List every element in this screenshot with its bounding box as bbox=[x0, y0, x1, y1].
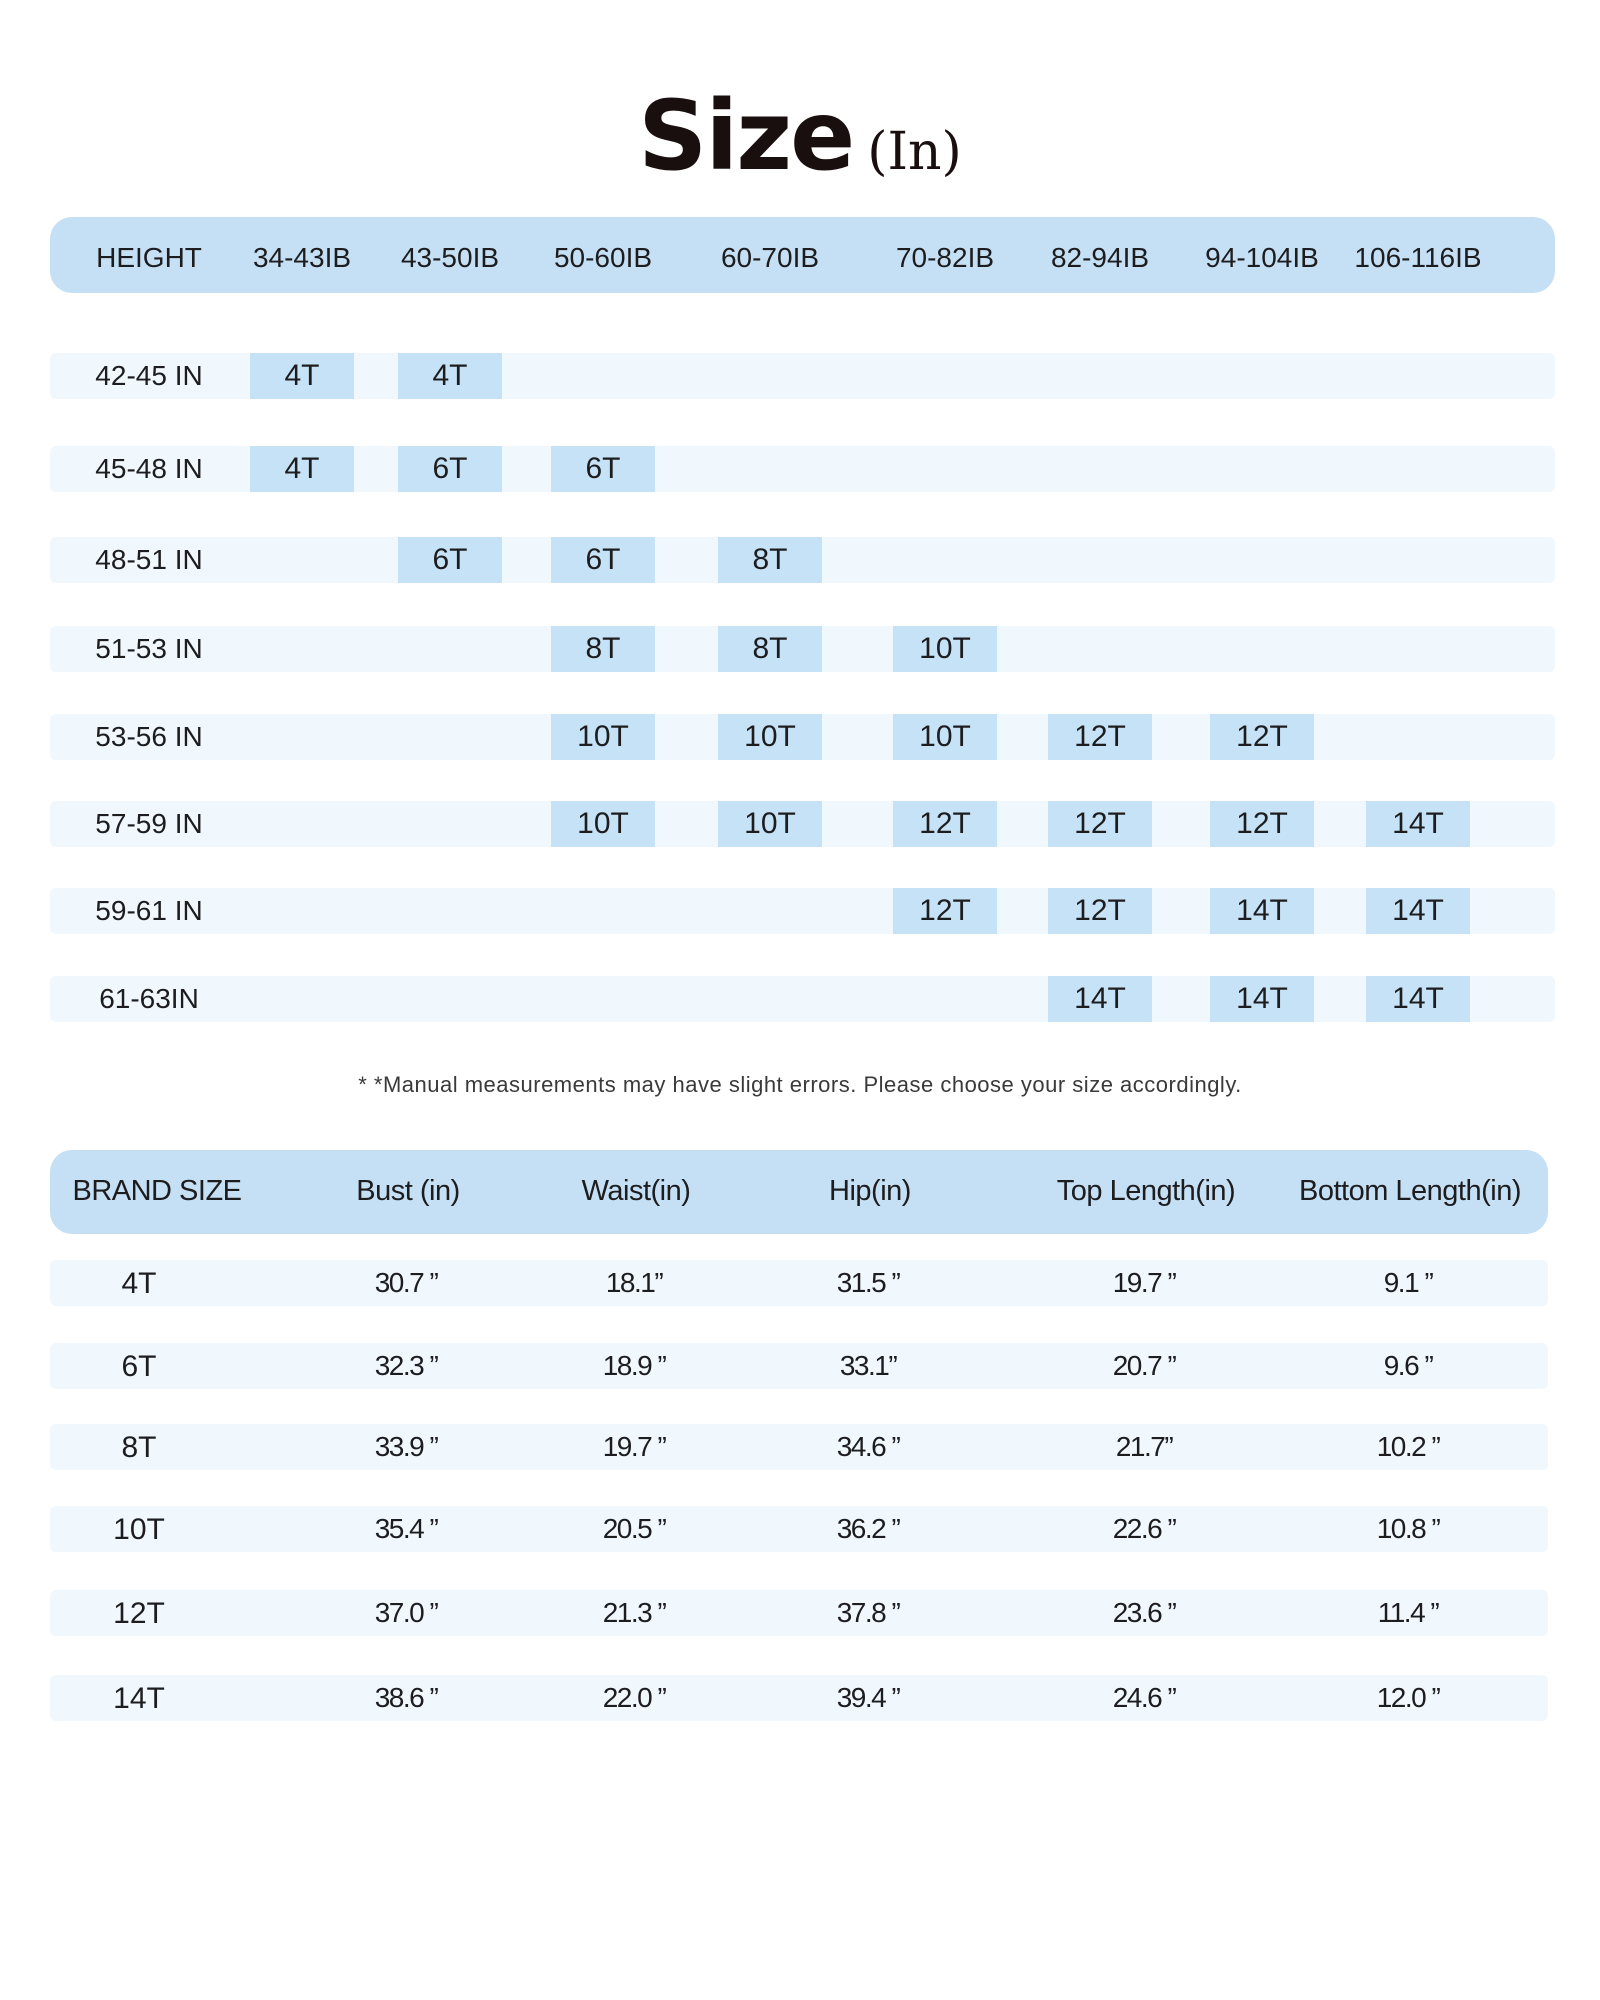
measurement-value: 19.7 ” bbox=[1112, 1267, 1176, 1298]
size-cell: 12T bbox=[1210, 801, 1314, 847]
row-height-label: 61-63IN bbox=[99, 983, 199, 1014]
measurement-value: 21.7” bbox=[1115, 1431, 1173, 1462]
size-cell: 12T bbox=[1210, 714, 1314, 760]
header-weight-column: 70-82IB bbox=[895, 242, 995, 273]
measurement-value: 18.9 ” bbox=[602, 1350, 666, 1381]
measurement-value: 9.1 ” bbox=[1383, 1267, 1433, 1298]
measurement-brand-size: 10T bbox=[113, 1513, 165, 1546]
measurement-value: 38.6 ” bbox=[374, 1682, 438, 1713]
measurement-brand-size: 4T bbox=[121, 1267, 157, 1300]
measurement-row bbox=[50, 1590, 1548, 1636]
row-height-label: 53-56 IN bbox=[95, 721, 203, 752]
size-cell: 4T bbox=[250, 353, 354, 399]
size-cell: 12T bbox=[1048, 801, 1152, 847]
measurement-value: 23.6 ” bbox=[1112, 1597, 1176, 1628]
size-cell: 6T bbox=[551, 537, 655, 583]
measurement-brand-size: 12T bbox=[113, 1597, 165, 1630]
header-weight-column: 94-104IB bbox=[1205, 242, 1319, 273]
size-cell: 8T bbox=[718, 537, 822, 583]
size-cell: 8T bbox=[551, 626, 655, 672]
size-row bbox=[50, 888, 1555, 934]
header-weight-column: 82-94IB bbox=[1050, 242, 1150, 273]
size-cell: 10T bbox=[551, 801, 655, 847]
header-weight-column: 60-70IB bbox=[720, 242, 820, 273]
title-main: Size bbox=[638, 80, 854, 192]
size-cell: 12T bbox=[893, 801, 997, 847]
size-cell: 4T bbox=[250, 446, 354, 492]
header-weight-column: 34-43IB bbox=[252, 242, 352, 273]
measurement-value: 32.3 ” bbox=[374, 1350, 438, 1381]
measurement-value: 10.2 ” bbox=[1376, 1431, 1440, 1462]
size-cell: 6T bbox=[398, 446, 502, 492]
measurement-row bbox=[50, 1675, 1548, 1721]
row-height-label: 57-59 IN bbox=[95, 808, 203, 839]
measurement-brand-size: 6T bbox=[121, 1350, 157, 1383]
measurements-header-cell: Bust (in) bbox=[356, 1175, 460, 1207]
measurement-value: 11.4 ” bbox=[1377, 1597, 1439, 1628]
measurement-value: 35.4 ” bbox=[374, 1513, 438, 1544]
size-cell: 14T bbox=[1366, 801, 1470, 847]
measurements-header-cell: Waist(in) bbox=[581, 1175, 691, 1207]
measurement-row bbox=[50, 1260, 1548, 1306]
header-weight-column: 106-116IB bbox=[1354, 242, 1482, 273]
measurement-row bbox=[50, 1506, 1548, 1552]
measurement-value: 22.0 ” bbox=[602, 1682, 666, 1713]
size-cell: 10T bbox=[893, 626, 997, 672]
measurement-value: 10.8 ” bbox=[1376, 1513, 1440, 1544]
size-cell: 6T bbox=[551, 446, 655, 492]
size-cell: 14T bbox=[1366, 888, 1470, 934]
page-title bbox=[0, 80, 1600, 192]
size-cell: 6T bbox=[398, 537, 502, 583]
size-cell: 4T bbox=[398, 353, 502, 399]
row-height-label: 51-53 IN bbox=[95, 633, 203, 664]
size-cell: 14T bbox=[1048, 976, 1152, 1022]
size-cell: 12T bbox=[893, 888, 997, 934]
measurement-brand-size: 14T bbox=[113, 1682, 165, 1715]
measurement-value: 24.6 ” bbox=[1112, 1682, 1176, 1713]
measurement-value: 9.6 ” bbox=[1383, 1350, 1433, 1381]
measurement-brand-size: 8T bbox=[121, 1431, 157, 1464]
measurements-header-cell: Hip(in) bbox=[829, 1175, 911, 1207]
size-cell: 14T bbox=[1210, 976, 1314, 1022]
measurement-value: 22.6 ” bbox=[1112, 1513, 1176, 1544]
size-cell: 14T bbox=[1366, 976, 1470, 1022]
header-height-label: HEIGHT bbox=[96, 242, 202, 273]
size-cell: 12T bbox=[1048, 714, 1152, 760]
measurement-value: 20.7 ” bbox=[1112, 1350, 1176, 1381]
size-cell: 10T bbox=[718, 801, 822, 847]
measurement-value: 37.0 ” bbox=[374, 1597, 438, 1628]
measurement-value: 39.4 ” bbox=[836, 1682, 900, 1713]
size-cell: 10T bbox=[718, 714, 822, 760]
header-weight-column: 50-60IB bbox=[553, 242, 653, 273]
size-cell: 10T bbox=[551, 714, 655, 760]
measurement-row bbox=[50, 1424, 1548, 1470]
measurement-value: 33.1” bbox=[839, 1350, 897, 1381]
measurement-value: 36.2 ” bbox=[836, 1513, 900, 1544]
measurements-header-cell: Bottom Length(in) bbox=[1298, 1175, 1522, 1207]
measurement-value: 18.1” bbox=[605, 1267, 663, 1298]
size-cell: 8T bbox=[718, 626, 822, 672]
measurement-value: 34.6 ” bbox=[836, 1431, 900, 1462]
measurement-row bbox=[50, 1343, 1548, 1389]
size-row bbox=[50, 976, 1555, 1022]
size-cell: 14T bbox=[1210, 888, 1314, 934]
measurement-value: 30.7 ” bbox=[374, 1267, 438, 1298]
row-height-label: 45-48 IN bbox=[95, 453, 203, 484]
measurement-value: 33.9 ” bbox=[374, 1431, 438, 1462]
measurement-value: 31.5 ” bbox=[836, 1267, 900, 1298]
measurement-value: 37.8 ” bbox=[836, 1597, 900, 1628]
size-cell: 12T bbox=[1048, 888, 1152, 934]
measurement-value: 12.0 ” bbox=[1376, 1682, 1440, 1713]
header-weight-column: 43-50IB bbox=[400, 242, 500, 273]
measurement-value: 19.7 ” bbox=[602, 1431, 666, 1462]
measurements-header-cell: Top Length(in) bbox=[1056, 1175, 1236, 1207]
row-height-label: 59-61 IN bbox=[95, 895, 203, 926]
row-height-label: 48-51 IN bbox=[95, 544, 203, 575]
title-unit: (In) bbox=[867, 122, 962, 182]
measurement-value: 21.3 ” bbox=[602, 1597, 666, 1628]
disclaimer-note: * *Manual measurements may have slight errors. Please choose your size accordingly. bbox=[358, 1072, 1242, 1097]
size-cell: 10T bbox=[893, 714, 997, 760]
row-height-label: 42-45 IN bbox=[95, 360, 203, 391]
measurements-header-cell: BRAND SIZE bbox=[72, 1175, 242, 1207]
measurement-value: 20.5 ” bbox=[602, 1513, 666, 1544]
